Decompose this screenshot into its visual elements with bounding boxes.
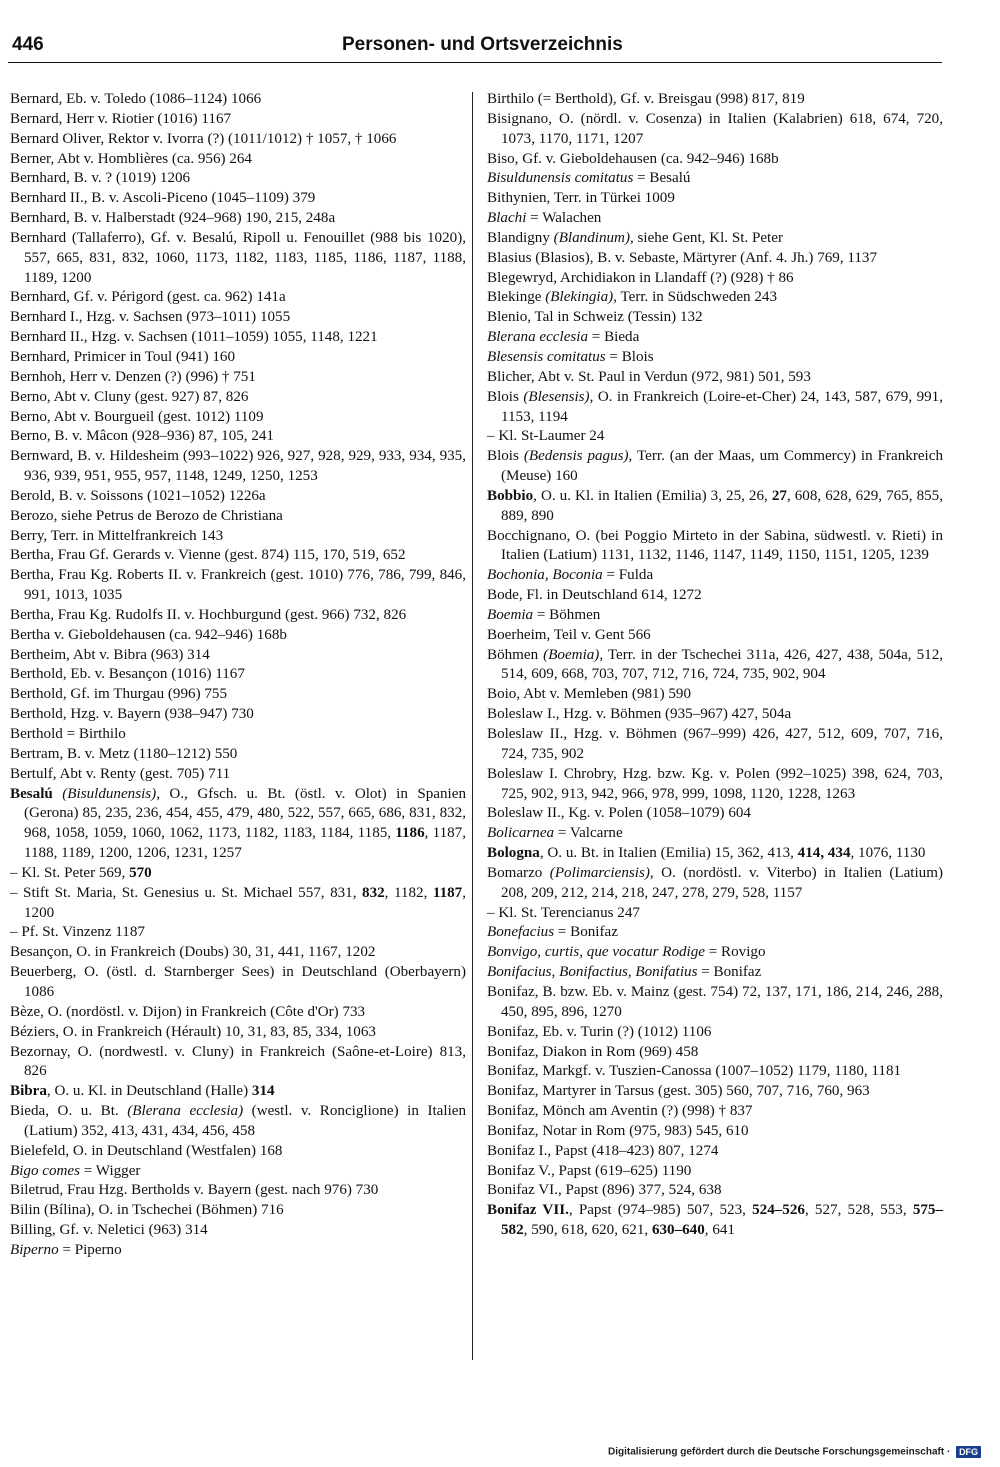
index-entry (10, 864, 466, 884)
index-entry (487, 169, 943, 189)
entry-text: Bonifaz, B. bzw. Eb. v. Mainz (gest. 754) 72, 137, 171, 186, 214, 246, 288, 450, 895, 896, 1270 (487, 983, 943, 1020)
entry-text: (Blandinum) (553, 229, 630, 246)
entry-text: = Bieda (588, 329, 640, 346)
entry-text: Blesensis comitatus (487, 348, 606, 365)
entry-text: Berthold, Hzg. v. Bayern (938–947) 730 (10, 706, 254, 723)
entry-text: Bieda, O. u. Bt. (10, 1103, 128, 1120)
index-entry (10, 1201, 466, 1221)
index-entry (10, 1162, 466, 1182)
entry-text: Berry, Terr. in Mittelfrankreich 143 (10, 527, 224, 544)
entry-text: Béziers, O. in Frankreich (Hérault) 10, 31, 83, 85, 334, 1063 (10, 1023, 376, 1040)
index-entry (487, 904, 943, 924)
entry-text: (westl. v. Ronciglione) in Italien (Latium) 352, 413, 431, 434, 456, 458 (24, 1103, 467, 1139)
entry-text: , 641 (704, 1222, 735, 1239)
entry-text: Bonifaz, Martyrer in Tarsus (gest. 305) 560, 707, 716, 760, 963 (487, 1083, 870, 1100)
index-entry (10, 963, 466, 1003)
entry-text: Beuerberg, O. (östl. d. Starnberger Sees) in Deutschland (Oberbayern) 1086 (10, 964, 466, 1000)
entry-text: Bernhard II., B. v. Ascoli-Piceno (1045–1109) 379 (10, 190, 316, 207)
index-entry (10, 110, 466, 130)
index-entry (10, 408, 466, 428)
index-entry (487, 1122, 943, 1142)
index-entry (10, 884, 466, 924)
index-entry (10, 606, 466, 626)
entry-text: Bonifaz VI., Papst (896) 377, 524, 638 (487, 1182, 722, 1199)
index-entry (487, 249, 943, 269)
entry-text: , 1182, (384, 884, 433, 901)
entry-text: (Polimarciensis) (549, 864, 650, 881)
entry-text: Bertha v. Gieboldehausen (ca. 942–946) 168b (10, 626, 287, 643)
entry-text: , O. u. Kl. in Deutschland (Halle) (46, 1083, 252, 1100)
entry-text: 414, 434 (797, 845, 851, 862)
entry-text: Bolicarnea (487, 825, 555, 842)
entry-text: Berno, Abt v. Cluny (gest. 927) 87, 826 (10, 388, 249, 405)
index-entry (10, 785, 466, 864)
entry-text: Bernhard, B. v. ? (1019) 1206 (10, 170, 191, 187)
entry-text: Bithynien, Terr. in Türkei 1009 (487, 190, 675, 207)
entry-text: Blerana ecclesia (487, 329, 589, 346)
index-entry (487, 586, 943, 606)
index-entry (10, 527, 466, 547)
entry-text: Boleslaw II., Kg. v. Polen (1058–1079) 604 (487, 805, 751, 822)
entry-text: Bibra (10, 1083, 47, 1100)
entry-text: Bertulf, Abt v. Renty (gest. 705) 711 (10, 765, 231, 782)
entry-text: Bernard, Eb. v. Toledo (1086–1124) 1066 (10, 91, 262, 107)
entry-text: Birthilo (= Berthold), Gf. v. Breisgau (998) 817, 819 (487, 91, 805, 107)
entry-text: Bochonia, Boconia (487, 567, 603, 584)
entry-text: Berner, Abt v. Homblières (ca. 956) 264 (10, 150, 252, 167)
entry-text: 1186 (395, 825, 425, 842)
entry-text: Bernard Oliver, Rektor v. Ivorra (?) (1011/1012) † 1057, † 1066 (10, 130, 397, 147)
entry-text: Berthold = Birthilo (10, 726, 126, 742)
index-entry (10, 626, 466, 646)
entry-text: 524–526 (752, 1202, 805, 1219)
entry-text: Berthold, Gf. im Thurgau (996) 755 (10, 686, 228, 703)
entry-text: Bezornay, O. (nordwestl. v. Cluny) in Frankreich (Saône-et-Loire) 813, 826 (10, 1043, 466, 1080)
index-entry (10, 943, 466, 963)
entry-text: Bertram, B. v. Metz (1180–1212) 550 (10, 745, 238, 762)
entry-text: Bocchignano, O. (bei Poggio Mirteto in der Sabina, südwestl. v. Rieti) in Italien (Latium) 1131, 1132, 1146, 1147, 1149, 1150, 1151, 1205, 1239 (487, 527, 943, 564)
entry-text: Boleslaw II., Hzg. v. Böhmen (967–999) 426, 427, 512, 609, 707, 716, 724, 735, 902 (487, 726, 943, 762)
entry-text: Berno, Abt v. Bourgueil (gest. 1012) 1109 (10, 408, 264, 425)
column-divider (472, 92, 473, 1360)
entry-text: Blegewryd, Archidiakon in Llandaff (?) (928) † 86 (487, 269, 794, 286)
index-entry (487, 844, 943, 864)
entry-text: , Terr. in Südschweden 243 (613, 289, 778, 306)
entry-text: Bonifaz, Mönch am Aventin (?) (998) † 837 (487, 1103, 753, 1120)
entry-text: (Blerana ecclesia) (127, 1103, 244, 1120)
entry-text: Bologna (487, 845, 540, 862)
index-entry (487, 963, 943, 983)
index-entry (10, 1142, 466, 1162)
index-entry (10, 646, 466, 666)
entry-text: 27 (771, 487, 787, 504)
index-entry (487, 189, 943, 209)
page-header (8, 32, 942, 63)
entry-text: Biletrud, Frau Hzg. Bertholds v. Bayern (gest. nach 976) 730 (10, 1182, 379, 1199)
index-entry (10, 348, 466, 368)
index-entry (10, 566, 466, 606)
entry-text: Bernward, B. v. Hildesheim (993–1022) 926, 927, 928, 929, 933, 934, 935, 936, 939, 951, 955, 957, 1148, 1249, 1250, 1253 (10, 448, 466, 485)
index-entry (10, 685, 466, 705)
entry-text: Boemia (487, 606, 534, 623)
entry-text: , 1076, 1130 (850, 845, 926, 862)
entry-text: Bertheim, Abt v. Bibra (963) 314 (10, 646, 210, 663)
entry-text: (Blesensis) (523, 388, 590, 405)
index-entry (10, 1102, 466, 1142)
entry-text: Bielefeld, O. in Deutschland (Westfalen) 168 (10, 1142, 283, 1159)
index-entry (487, 110, 943, 150)
entry-text: Blachi (487, 210, 527, 227)
entry-text: Bernhard (Tallaferro), Gf. v. Besalú, Ripoll u. Fenouillet (988 bis 1020), 557, 665, 831, 832, 1060, 1173, 1182, 1183, 1185, 1186, 1187, 1188, 1189, 1200 (10, 229, 466, 286)
entry-text: Bernhard, B. v. Halberstadt (924–968) 190, 215, 248a (10, 210, 336, 227)
entry-text: Bernhard I., Hzg. v. Sachsen (973–1011) 1055 (10, 309, 291, 326)
entry-text: Blicher, Abt v. St. Paul in Verdun (972, 981) 501, 593 (487, 368, 811, 385)
entry-text: Biperno (10, 1241, 59, 1258)
entry-text: (Bedensis pagus) (523, 448, 629, 465)
index-entry (487, 1082, 943, 1102)
index-entry (10, 388, 466, 408)
entry-text: , siehe Gent, Kl. St. Peter (629, 229, 783, 246)
index-entry (10, 1043, 466, 1083)
entry-text: , 1200 (24, 884, 466, 921)
entry-text: Bonifaz I., Papst (418–423) 807, 1274 (487, 1142, 719, 1159)
entry-text: – Pf. St. Vinzenz 1187 (10, 924, 145, 941)
index-entry (487, 1102, 943, 1122)
index-entry (487, 705, 943, 725)
index-entry (487, 864, 943, 904)
index-entry (10, 90, 466, 110)
index-entry (487, 566, 943, 586)
index-entry (10, 130, 466, 150)
index-entry (10, 308, 466, 328)
index-entry (487, 487, 943, 527)
entry-text: Biso, Gf. v. Gieboldehausen (ca. 942–946) 168b (487, 150, 779, 167)
index-entry (10, 705, 466, 725)
entry-text: Blenio, Tal in Schweiz (Tessin) 132 (487, 309, 703, 326)
index-entry (10, 169, 466, 189)
index-entry (10, 745, 466, 765)
index-entry (487, 288, 943, 308)
index-entry (487, 626, 943, 646)
index-entry (10, 447, 466, 487)
index-entry (10, 189, 466, 209)
entry-text: , 590, 618, 620, 621, (523, 1222, 652, 1239)
entry-text: , O. (nordöstl. v. Viterbo) in Italien (Latium) 208, 209, 212, 214, 218, 247, 278, 279, 528, 1157 (501, 864, 943, 901)
entry-text: Blois (487, 448, 524, 465)
index-entry (10, 229, 466, 289)
index-entry (487, 824, 943, 844)
entry-text: Bertha, Frau Kg. Rudolfs II. v. Hochburgund (gest. 966) 732, 826 (10, 606, 407, 623)
entry-text: = Fulda (602, 567, 654, 584)
entry-text: 1187 (432, 884, 463, 901)
index-entry (487, 606, 943, 626)
index-entry (10, 1221, 466, 1241)
entry-text: Bernhoh, Herr v. Denzen (?) (996) † 751 (10, 368, 256, 385)
index-entry (10, 150, 466, 170)
page-number: 446 (12, 34, 44, 55)
index-entry (487, 1201, 943, 1241)
entry-text: = Wigger (80, 1162, 141, 1179)
index-entry (487, 685, 943, 705)
index-entry (487, 1062, 943, 1082)
funding-note: Digitalisierung gefördert durch die Deutsche Forschungsgemeinschaft · (608, 1446, 951, 1458)
entry-text: Boleslaw I. Chrobry, Hzg. bzw. Kg. v. Polen (992–1025) 398, 624, 703, 725, 902, 913, 942, 966, 978, 999, 1098, 1120, 1228, 1263 (487, 765, 943, 802)
entry-text: , 527, 528, 553, (804, 1202, 913, 1219)
running-title: Personen- und Ortsverzeichnis (342, 34, 623, 55)
entry-text: Bonifaz, Notar in Rom (975, 983) 545, 610 (487, 1122, 749, 1139)
index-entry (487, 1023, 943, 1043)
entry-text: , Papst (974–985) 507, 523, (568, 1202, 753, 1219)
entry-text: Bernhard, Primicer in Toul (941) 160 (10, 348, 236, 365)
index-entry (10, 1181, 466, 1201)
entry-text: , O. u. Kl. in Italien (Emilia) 3, 25, 26, (533, 487, 772, 504)
entry-text: = Blois (605, 348, 654, 365)
index-entry (487, 1142, 943, 1162)
index-entry (487, 348, 943, 368)
entry-text: Berold, B. v. Soissons (1021–1052) 1226a (10, 487, 266, 504)
entry-text: Bonifaz VII. (487, 1202, 569, 1219)
entry-text: Boerheim, Teil v. Gent 566 (487, 626, 651, 643)
entry-text: – Stift St. Maria, St. Genesius u. St. Michael 557, 831, (10, 884, 363, 901)
entry-text: Berozo, siehe Petrus de Berozo de Christiana (10, 507, 283, 524)
entry-text: Bernhard II., Hzg. v. Sachsen (1011–1059) 1055, 1148, 1221 (10, 329, 378, 346)
entry-text: Bonvigo, curtis, que vocatur Rodige (487, 944, 705, 961)
entry-text: = Walachen (526, 210, 602, 227)
entry-text: Besançon, O. in Frankreich (Doubs) 30, 31, 441, 1167, 1202 (10, 944, 376, 961)
index-entry (487, 308, 943, 328)
entry-text: , Terr. (an der Maas, um Commercy) in Frankreich (Meuse) 160 (501, 448, 943, 485)
entry-text: Bonifaz, Markgf. v. Tuszien-Canossa (1007–1052) 1179, 1180, 1181 (487, 1063, 902, 1080)
entry-text: = Bonifaz (697, 964, 762, 981)
entry-text: Boio, Abt v. Memleben (981) 590 (487, 686, 692, 703)
entry-text: Bonifaz, Diakon in Rom (969) 458 (487, 1043, 699, 1060)
entry-text: 314 (251, 1083, 275, 1100)
index-entry (487, 209, 943, 229)
entry-text: Bisuldunensis comitatus (487, 170, 634, 187)
index-entry (10, 1241, 466, 1261)
index-entry (10, 288, 466, 308)
entry-text: Berno, B. v. Mâcon (928–936) 87, 105, 241 (10, 428, 274, 445)
index-entry (10, 923, 466, 943)
entry-text: Bernard, Herr v. Riotier (1016) 1167 (10, 110, 232, 127)
index-entry (487, 150, 943, 170)
entry-text: , O. u. Bt. in Italien (Emilia) 15, 362, 413, (539, 845, 798, 862)
entry-text: Berthold, Eb. v. Besançon (1016) 1167 (10, 666, 245, 683)
index-entry (487, 983, 943, 1023)
page-footer (608, 1446, 988, 1462)
index-entry (487, 725, 943, 765)
index-entry (10, 1023, 466, 1043)
entry-text: – Kl. St-Laumer 24 (487, 428, 605, 445)
entry-text: , O. in Frankreich (Loire-et-Cher) 24, 143, 587, 679, 991, 1153, 1194 (501, 388, 943, 425)
index-entry (10, 546, 466, 566)
index-entry (10, 328, 466, 348)
entry-text: Blekinge (487, 289, 546, 306)
entry-text: Bonifacius, Bonifactius, Bonifatius (487, 964, 698, 981)
entry-text: Bobbio (487, 487, 534, 504)
index-entry (10, 665, 466, 685)
index-entry (487, 388, 943, 428)
index-entry (10, 507, 466, 527)
entry-text: (Bisuldunensis) (62, 785, 157, 802)
entry-text: Bilin (Bílina), O. in Tschechei (Böhmen) 716 (10, 1202, 284, 1219)
index-entry (487, 527, 943, 567)
index-entry (487, 328, 943, 348)
index-entry (487, 427, 943, 447)
entry-text: Blois (487, 388, 524, 405)
entry-text: , Terr. in der Tschechei 311a, 426, 427, 438, 504a, 512, 514, 609, 668, 703, 707, 712, 716, 724, 735, 902, 904 (501, 646, 944, 683)
index-entry (487, 1043, 943, 1063)
index-entry (487, 1181, 943, 1201)
entry-text: = Besalú (633, 170, 691, 187)
entry-text: Bigo comes (10, 1162, 81, 1179)
entry-text: , O., Gfsch. u. Bt. (östl. v. Olot) in Spanien (Gerona) 85, 235, 236, 454, 455, 479, 480, 522, 557, 665, 686, 831, 832, 968, 1058, 1059, 1060, 1062, 1173, 1182, 1183, 1184, 1185, (24, 785, 466, 842)
index-entry (10, 427, 466, 447)
entry-text: = Piperno (58, 1241, 122, 1258)
entry-text: Blasius (Blasios), B. v. Sebaste, Märtyrer (Anf. 4. Jh.) 769, 1137 (487, 249, 878, 266)
entry-text: Bertha, Frau Gf. Gerards v. Vienne (gest. 874) 115, 170, 519, 652 (10, 547, 406, 564)
index-entry (10, 765, 466, 785)
dfg-logo: DFG (956, 1446, 981, 1458)
entry-text: 575–582 (501, 1202, 943, 1239)
index-entry (487, 646, 943, 686)
entry-text: = Valcarne (554, 825, 623, 842)
entry-text: Bonefacius (487, 924, 555, 941)
index-entry (487, 229, 943, 249)
entry-text: (Boemia) (543, 646, 600, 663)
entry-text: Bonifaz, Eb. v. Turin (?) (1012) 1106 (487, 1023, 712, 1040)
index-entry (10, 725, 466, 745)
entry-text: Bomarzo (487, 864, 550, 881)
index-entry (487, 90, 943, 110)
index-entry (10, 487, 466, 507)
entry-text: = Rovigo (704, 944, 766, 961)
entry-text: 630–640 (651, 1222, 705, 1239)
index-entry (10, 1082, 466, 1102)
index-entry (487, 765, 943, 805)
index-entry (10, 209, 466, 229)
entry-text: Boleslaw I., Hzg. v. Böhmen (935–967) 427, 504a (487, 706, 792, 723)
entry-text: 832 (362, 884, 385, 901)
index-entry (487, 923, 943, 943)
entry-text: – Kl. St. Terencianus 247 (487, 904, 640, 921)
entry-text: , 1187, 1188, 1189, 1200, 1206, 1231, 1257 (24, 825, 466, 862)
entry-text: , 608, 628, 629, 765, 855, 889, 890 (501, 487, 943, 524)
entry-text: Bode, Fl. in Deutschland 614, 1272 (487, 587, 702, 604)
entry-text: 570 (129, 864, 152, 881)
index-entry (10, 368, 466, 388)
entry-text: Bonifaz V., Papst (619–625) 1190 (487, 1162, 692, 1179)
index-entry (487, 943, 943, 963)
index-entry (487, 447, 943, 487)
entry-text: Bernhard, Gf. v. Périgord (gest. ca. 962) 141a (10, 289, 286, 306)
entry-text (53, 786, 62, 802)
entry-text: = Böhmen (533, 606, 601, 623)
entry-text: – Kl. St. Peter 569, (10, 864, 130, 881)
entry-text: Billing, Gf. v. Neletici (963) 314 (10, 1222, 208, 1239)
index-entry (10, 1003, 466, 1023)
index-column-left (10, 90, 466, 1261)
entry-text: = Bonifaz (554, 924, 618, 941)
entry-text: Blandigny (487, 229, 554, 246)
index-entry (487, 368, 943, 388)
index-entry (487, 1162, 943, 1182)
entry-text: Bèze, O. (nordöstl. v. Dijon) in Frankreich (Côte d'Or) 733 (10, 1003, 366, 1020)
entry-text: Besalú (10, 785, 53, 802)
index-column-right (487, 90, 943, 1241)
index-entry (487, 804, 943, 824)
entry-text: Bisignano, O. (nördl. v. Cosenza) in Italien (Kalabrien) 618, 674, 720, 1073, 1170, 1171, 1207 (487, 110, 943, 147)
index-entry (487, 269, 943, 289)
entry-text: Böhmen (487, 646, 544, 663)
entry-text: (Blekingia) (545, 289, 614, 306)
entry-text: Bertha, Frau Kg. Roberts II. v. Frankreich (gest. 1010) 776, 786, 799, 846, 991, 1013, 1035 (10, 567, 466, 604)
